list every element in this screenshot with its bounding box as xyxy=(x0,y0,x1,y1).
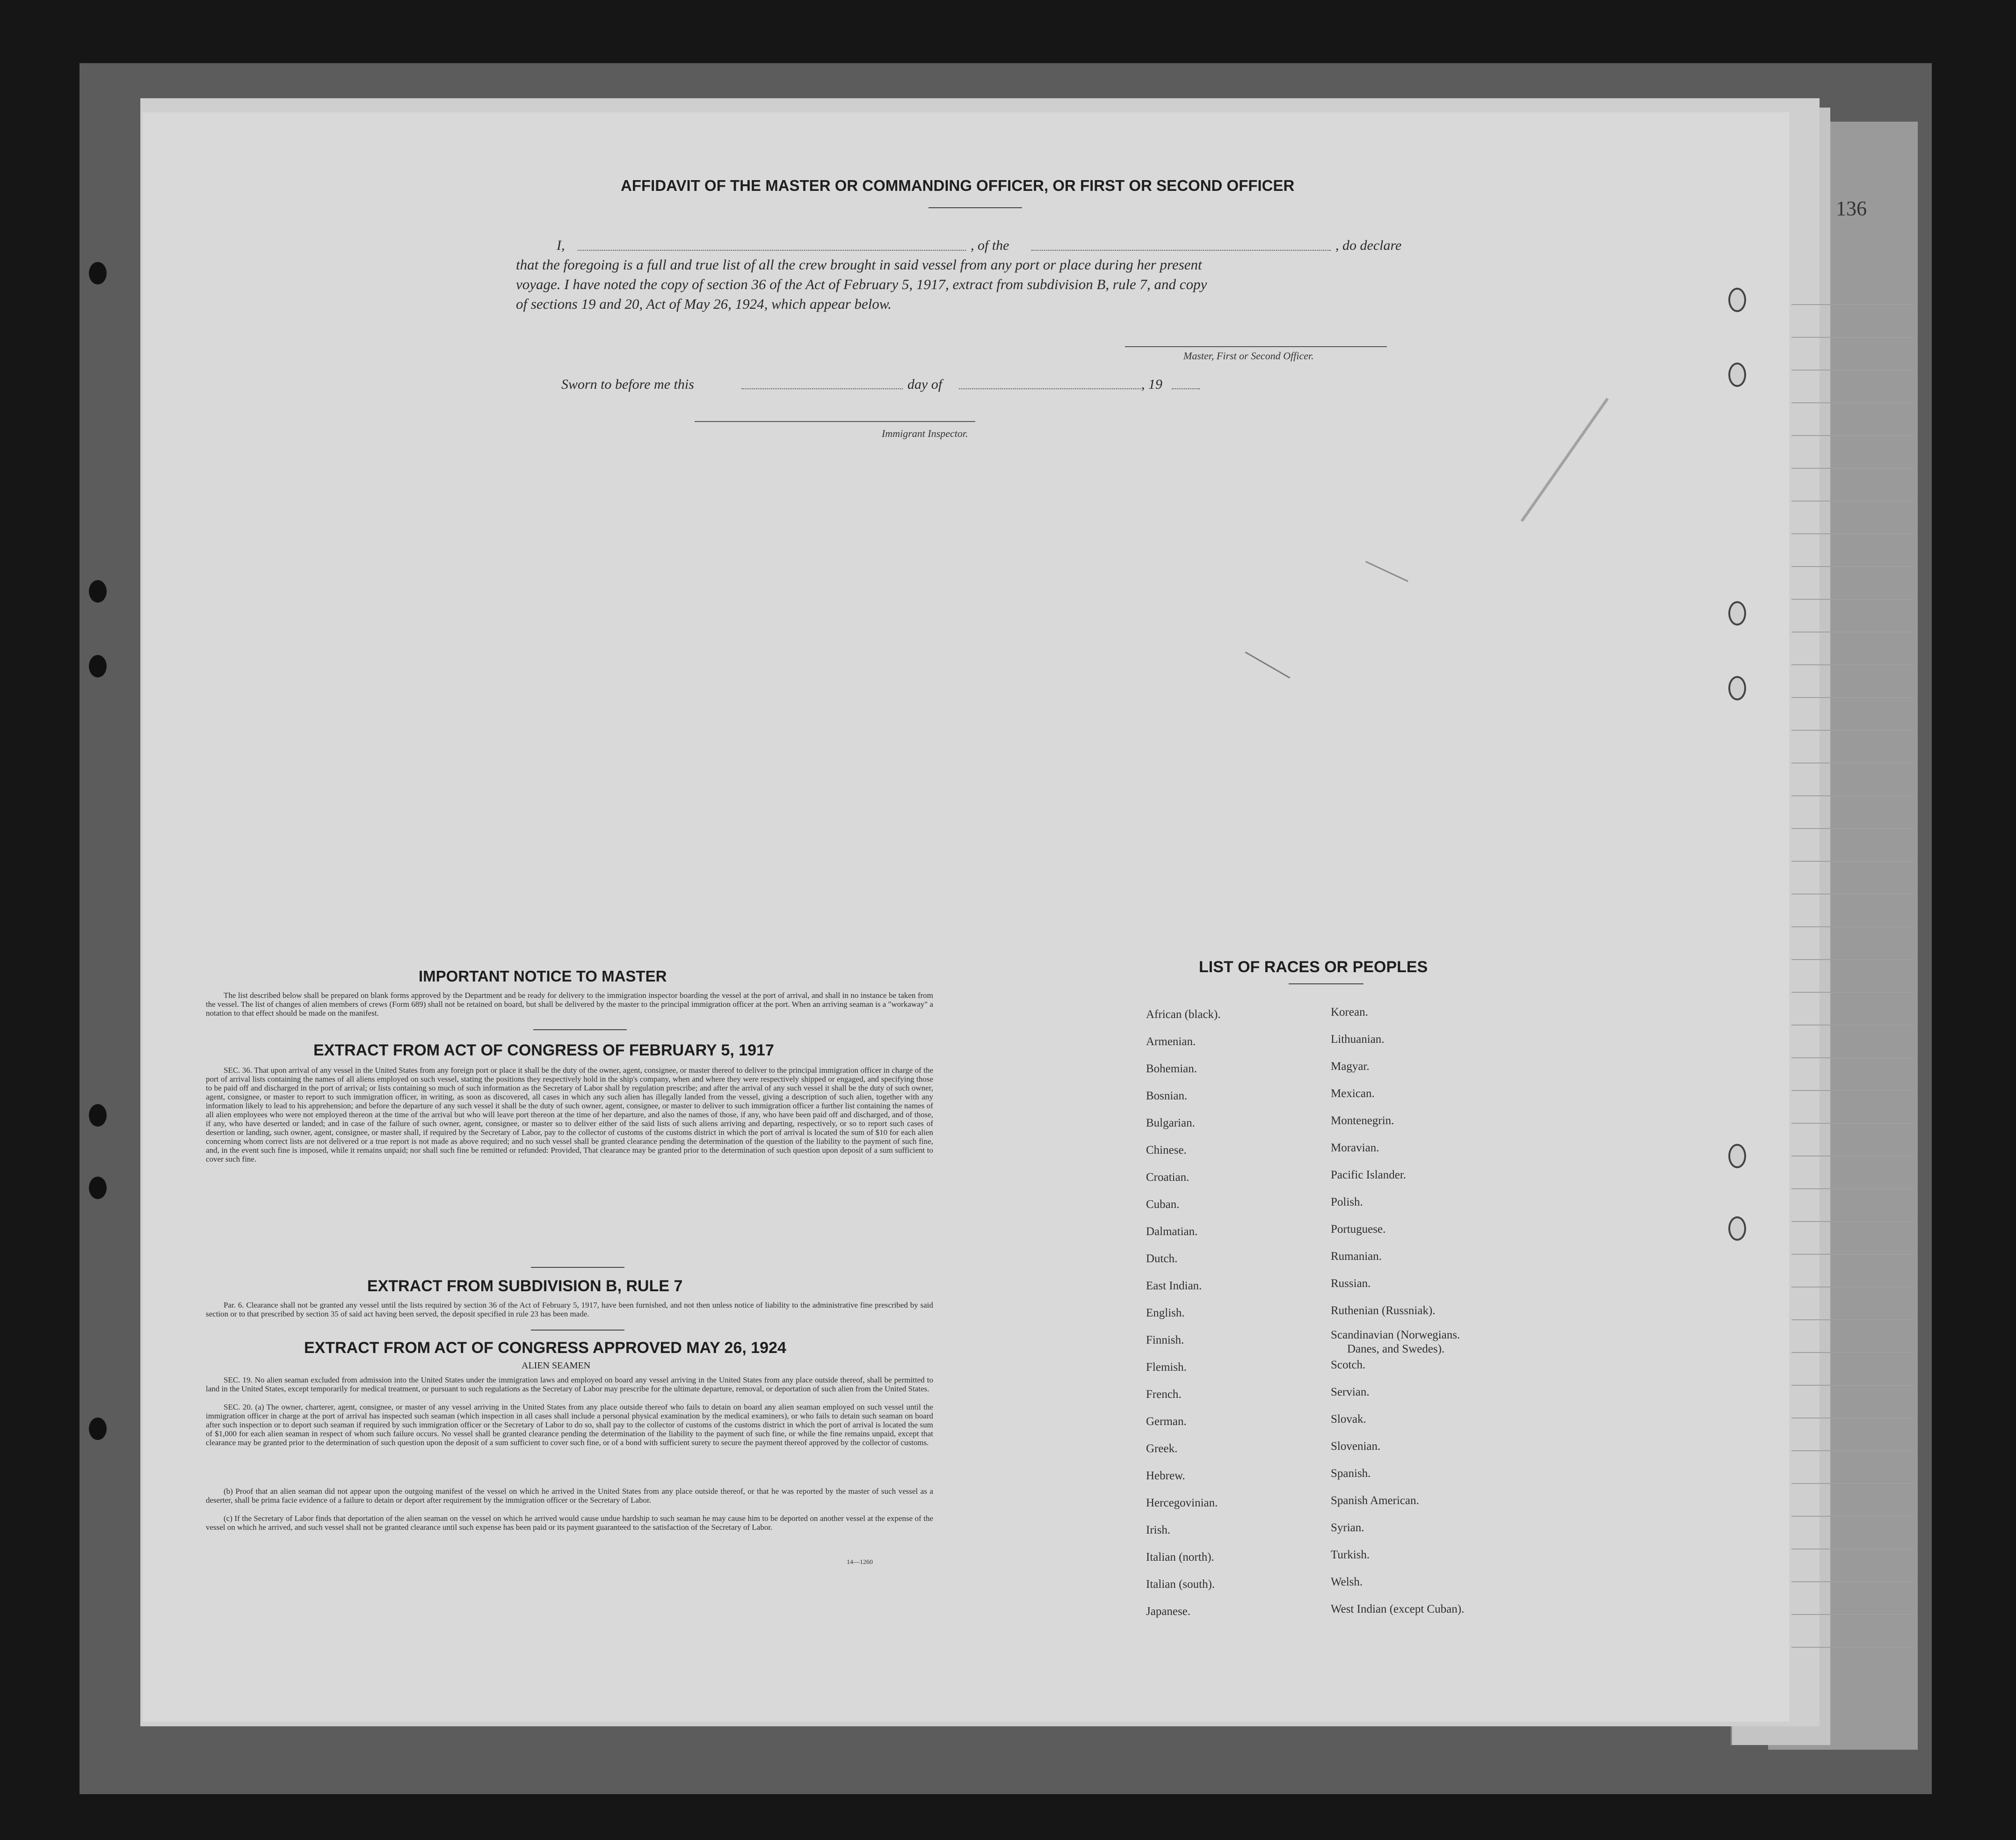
race-item: Slovenian. xyxy=(1331,1440,1381,1453)
affidavit-line-2: that the foregoing is a full and true list of all the crew brought in said vessel from any port or place during her present xyxy=(516,256,1202,273)
race-item: French. xyxy=(1146,1388,1182,1401)
race-item: Turkish. xyxy=(1331,1549,1370,1561)
extract-1924-sec20a: SEC. 20. (a) The owner, charterer, agent, consignee, or master of any vessel arriving in the United States from any place outside thereof who fails to detain on board any alien seaman employed on such vessel until the immigration officer in charge at the port of arrival has inspected such seaman (which inspection in all cases shall include a personal physical examination by the medical examiners), or who fails to detain such seaman on board after such inspection or to deport such seaman if required by such immigration officer or the Secretary of Labor to do so, shall pay to the collector of customs of the customs district in which the port of arrival is located the sum of $1,000 for each alien seaman in respect of whom such failure occurs. No vessel shall be granted clearance pending the determination of the liability to the payment of such fine, or while the fine remains unpaid, except that clearance may be granted prior to the determination of such question upon the deposit of a sum sufficient to cover such fine, or of a bond with sufficient surety to secure the payment thereof approved by the collector of customs. xyxy=(206,1403,933,1447)
race-item: Bohemian. xyxy=(1146,1062,1197,1075)
race-item-continuation: Danes, and Swedes). xyxy=(1347,1343,1445,1355)
race-item: Syrian. xyxy=(1331,1521,1364,1534)
sworn-year-field[interactable] xyxy=(1172,374,1200,389)
title-rule xyxy=(928,207,1022,208)
stray-mark xyxy=(1245,652,1291,679)
races-rule xyxy=(1289,983,1363,984)
sworn-day-of: day of xyxy=(907,377,943,392)
page-number: 136 xyxy=(1836,197,1867,220)
sworn-prefix: Sworn to before me this xyxy=(561,377,694,392)
race-item: African (black). xyxy=(1146,1008,1221,1021)
race-item: Montenegrin. xyxy=(1331,1114,1394,1127)
race-item: Spanish. xyxy=(1331,1467,1371,1480)
race-item: Croatian. xyxy=(1146,1171,1189,1184)
race-item: Scotch. xyxy=(1331,1359,1366,1371)
sworn-month-field[interactable] xyxy=(959,374,1141,389)
race-item: West Indian (except Cuban). xyxy=(1331,1603,1465,1615)
race-item: Servian. xyxy=(1331,1386,1370,1398)
sworn-year: , 19 xyxy=(1141,377,1162,392)
inspector-signature-line[interactable] xyxy=(695,421,975,422)
race-item: Slovak. xyxy=(1331,1413,1366,1425)
race-item: Bulgarian. xyxy=(1146,1117,1195,1129)
race-item: Italian (south). xyxy=(1146,1578,1215,1591)
race-item: Welsh. xyxy=(1331,1576,1363,1588)
extract-1924-subtitle: ALIEN SEAMEN xyxy=(522,1360,591,1371)
race-item: Spanish American. xyxy=(1331,1494,1419,1507)
extract-1924-title: EXTRACT FROM ACT OF CONGRESS APPROVED MAY 26, 1924 xyxy=(304,1339,786,1357)
race-item: Armenian. xyxy=(1146,1035,1196,1048)
name-field[interactable] xyxy=(578,235,966,251)
extract-1924-sec20b: (b) Proof that an alien seaman did not appear upon the outgoing manifest of the vessel on which he arrived in the United States from any place outside thereof, or that he was reported by the master of such vessel as a deserter, shall be prima facie evidence of a failure to detain or deport after requirement by the immigration officer or the Secretary of Labor. xyxy=(206,1487,933,1505)
race-item: Dalmatian. xyxy=(1146,1225,1198,1238)
notice-text: The list described below shall be prepared on blank forms approved by the Department and be ready for delivery to the immigration inspector boarding the vessel at the port of arrival, and shall in no instance be taken from the vessel. The list of changes of alien members of crews (Form 689) shall not be retained on board, but shall be delivered by the master to the principal immigration officer at the port. When an arriving seaman is a "workaway" a notation to that effect should be made on the manifest. xyxy=(206,991,933,1018)
affidavit-i: I, xyxy=(557,238,565,253)
race-item: Flemish. xyxy=(1146,1361,1187,1374)
race-item: Finnish. xyxy=(1146,1334,1184,1346)
race-item: East Indian. xyxy=(1146,1280,1202,1292)
race-item: Hebrew. xyxy=(1146,1469,1185,1482)
race-item: Scandinavian (Norwegians. xyxy=(1331,1329,1460,1341)
master-signature-caption: Master, First or Second Officer. xyxy=(1183,350,1314,362)
affidavit-line-3: voyage. I have noted the copy of section 36 of the Act of February 5, 1917, extract from subdivision B, rule 7, and copy xyxy=(516,276,1207,292)
extract-1917-text: SEC. 36. That upon arrival of any vessel in the United States from any foreign port or place it shall be the duty of the owner, agent, consignee, or master thereof to deliver to the principal immigration officer in charge of the port of arrival lists containing the names of all aliens employed on such vessel, stating the positions they respectively hold in the ship's company, when and where they were respectively shipped or engaged, and specifying those to be paid off and discharged in the port of arrival; or lists containing so much of such information as the Secretary of Labor shall by regulation prescribe; and after the arrival of any such vessel it shall be the duty of such owner, agent, consignee, or master to report to such immigration officer, in writing, as soon as discovered, all cases in which any such alien has illegally landed from the vessel, giving a description of such alien, together with any information likely to lead to his apprehension; and before the departure of any such vessel it shall be the duty of such owner, agent, consignee, or master to deliver to such immigration officer a further list containing the names of all alien employees who were not employed thereon at the time of the arrival but who will leave port thereon at the time of her departure, and also the names of those, if any, who have been paid off and discharged, and of those, if any, who have deserted or landed; and in case of the failure of such owner, agent, consignee, or master so to deliver either of the said lists of such aliens arriving and departing, respectively, or so to report such cases of desertion or landing, such owner, agent, consignee, or master shall, if required by the Secretary of Labor, pay to the collector of customs of the customs district in which the port of arrival is located the sum of $10 for each alien concerning whom correct lists are not delivered or a true report is not made as above required; and no such vessel shall be granted clearance pending the determination of the question of the liability to the payment of such fine, and, in the event such fine is imposed, while it remains unpaid; nor shall such fine be remitted or refunded: Provided, That clearance may be granted prior to the determination of such question upon deposit of a sum sufficient to cover such fine. xyxy=(206,1066,933,1164)
affidavit-of-the: , of the xyxy=(971,238,1009,253)
races-title: LIST OF RACES OR PEOPLES xyxy=(1199,958,1428,976)
race-item: Italian (north). xyxy=(1146,1551,1214,1564)
race-item: Bosnian. xyxy=(1146,1090,1188,1102)
race-item: Chinese. xyxy=(1146,1144,1187,1156)
race-item: Cuban. xyxy=(1146,1198,1180,1211)
race-item: Pacific Islander. xyxy=(1331,1169,1407,1181)
race-item: Irish. xyxy=(1146,1524,1171,1536)
race-item: Lithuanian. xyxy=(1331,1033,1385,1046)
notice-title: IMPORTANT NOTICE TO MASTER xyxy=(419,967,667,985)
race-item: English. xyxy=(1146,1307,1185,1319)
race-item: Magyar. xyxy=(1331,1060,1370,1073)
affidavit-title: AFFIDAVIT OF THE MASTER OR COMMANDING OFFICER, OR FIRST OR SECOND OFFICER xyxy=(621,177,1295,194)
extract-1924-sec20c: (c) If the Secretary of Labor finds that deportation of the alien seaman on the vessel on which he arrived would cause undue hardship to such seaman he may cause him to be deported on another vessel at the expense of the vessel on which he arrived, and such vessel shall not be granted clearance until such expense has been paid or its payment guaranteed to the satisfaction of the Secretary of Labor. xyxy=(206,1514,933,1532)
race-item: Portuguese. xyxy=(1331,1223,1386,1236)
affidavit-line-4: of sections 19 and 20, Act of May 26, 1924, which appear below. xyxy=(516,296,892,312)
race-item: Japanese. xyxy=(1146,1605,1191,1618)
race-item: German. xyxy=(1146,1415,1187,1428)
stray-mark xyxy=(1365,561,1408,582)
form-page xyxy=(143,112,1867,1722)
sworn-date-field[interactable] xyxy=(741,374,903,389)
master-signature-line[interactable] xyxy=(1125,346,1387,347)
race-item: Moravian. xyxy=(1331,1142,1379,1154)
race-item: Ruthenian (Russniak). xyxy=(1331,1304,1436,1317)
race-item: Mexican. xyxy=(1331,1087,1375,1100)
affidavit-do-declare: , do declare xyxy=(1335,238,1402,253)
race-item: Polish. xyxy=(1331,1196,1363,1208)
extract-rule7-rule xyxy=(531,1330,624,1331)
form-number: 14—1260 xyxy=(847,1559,873,1566)
extract-1917-rule xyxy=(531,1267,624,1268)
extract-rule7-text: Par. 6. Clearance shall not be granted any vessel until the lists required by section 36 of the Act of February 5, 1917, have been furnished, and not then unless notice of liability to the administrative fine prescribed by said section or to that prescribed by section 35 of said act having been served, the deposit specified in rule 23 has been made. xyxy=(206,1301,933,1318)
pen-mark xyxy=(1521,398,1609,522)
extract-rule7-title: EXTRACT FROM SUBDIVISION B, RULE 7 xyxy=(367,1277,683,1295)
race-item: Rumanian. xyxy=(1331,1250,1382,1263)
race-item: Russian. xyxy=(1331,1277,1371,1290)
race-item: Korean. xyxy=(1331,1006,1368,1018)
inspector-caption: Immigrant Inspector. xyxy=(882,428,968,439)
race-item: Hercegovinian. xyxy=(1146,1497,1218,1509)
extract-1917-title: EXTRACT FROM ACT OF CONGRESS OF FEBRUARY 5, 1917 xyxy=(313,1041,774,1059)
vessel-field[interactable] xyxy=(1031,235,1331,251)
race-item: Dutch. xyxy=(1146,1252,1178,1265)
notice-rule xyxy=(533,1029,627,1030)
extract-1924-sec19: SEC. 19. No alien seaman excluded from admission into the United States under the immigration laws and employed on board any vessel arriving in the United States from any place outside thereof, shall be permitted to land in the United States, except temporarily for medical treatment, or pursuant to such regulations as the Secretary of Labor may prescribe for the ultimate departure, removal, or deportation of such alien from the United States. xyxy=(206,1375,933,1393)
race-item: Greek. xyxy=(1146,1442,1178,1455)
